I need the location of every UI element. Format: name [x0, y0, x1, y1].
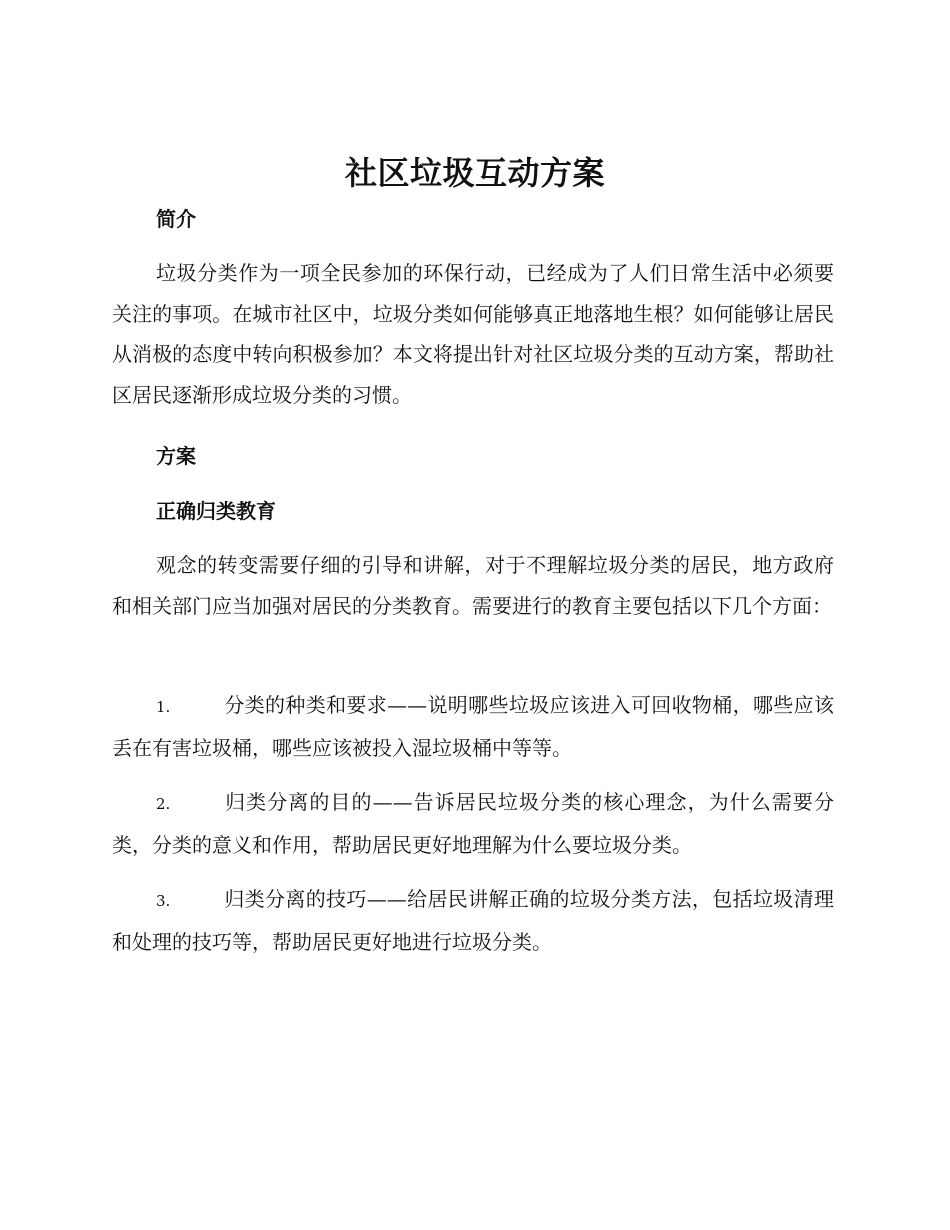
list-item-text: 分类的种类和要求——说明哪些垃圾应该进入可回收物桶，哪些应该丢在有害垃圾桶，哪些应该被投入湿垃圾桶中等等。 [112, 693, 834, 760]
document-title: 社区垃圾互动方案 [344, 154, 605, 192]
list-item [112, 879, 834, 962]
plan-heading: 方案 [156, 444, 196, 468]
list-item [112, 782, 834, 865]
education-heading: 正确归类教育 [156, 499, 276, 523]
intro-paragraph: 垃圾分类作为一项全民参加的环保行动，已经成为了人们日常生活中必须要关注的事项。在城市社区中，垃圾分类如何能够真正地落地生根？如何能够让居民从消极的态度中转向积极参加？本文将提出针对社区垃圾分类的互动方案，帮助社区居民逐渐形成垃圾分类的习惯。 [112, 261, 834, 407]
list-item-number: 2. [156, 795, 171, 813]
list-item-text: 归类分离的技巧——给居民讲解正确的垃圾分类方法，包括垃圾清理和处理的技巧等，帮助居民更好地进行垃圾分类。 [112, 887, 834, 954]
list-item-number: 3. [156, 892, 171, 910]
intro-heading: 简介 [156, 207, 196, 231]
list-item-text: 归类分离的目的——告诉居民垃圾分类的核心理念，为什么需要分类，分类的意义和作用，帮助居民更好地理解为什么要垃圾分类。 [112, 790, 834, 857]
list-item-number: 1. [156, 698, 171, 716]
education-paragraph: 观念的转变需要仔细的引导和讲解，对于不理解垃圾分类的居民，地方政府和相关部门应当加强对居民的分类教育。需要进行的教育主要包括以下几个方面： [112, 553, 834, 618]
list-item [112, 685, 834, 768]
